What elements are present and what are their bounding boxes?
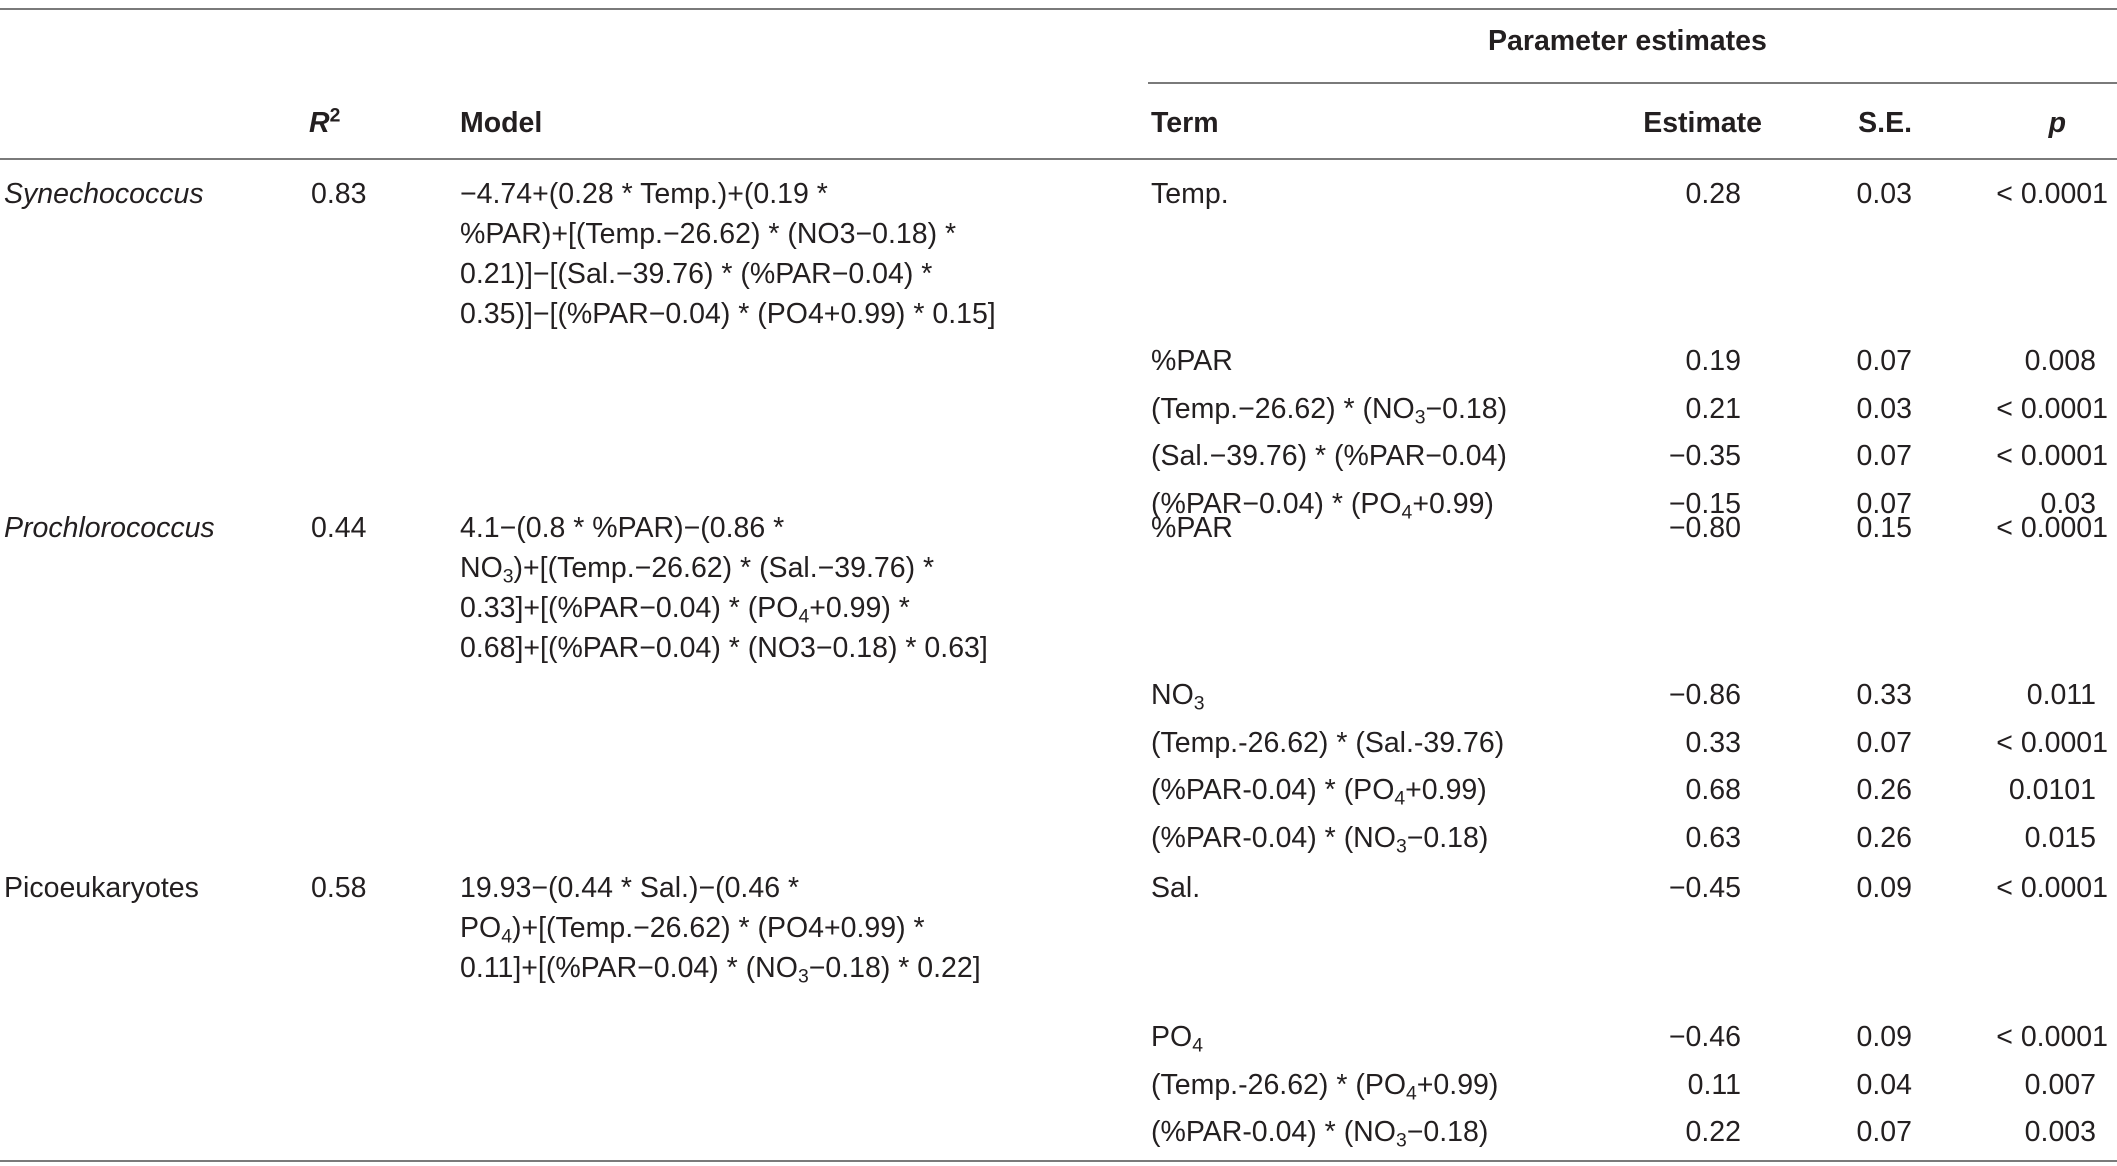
estimate-cell: 0.68 bbox=[1685, 774, 1741, 806]
estimate-cell: −0.15 bbox=[1668, 488, 1741, 520]
model-line: 0.35)]−[(%PAR−0.04) * (PO4+0.99) * 0.15] bbox=[460, 298, 996, 330]
row-group-label: Prochlorococcus bbox=[4, 512, 215, 544]
se-cell: 0.07 bbox=[1856, 345, 1912, 377]
r2-header bbox=[309, 103, 340, 143]
estimate-cell: −0.35 bbox=[1668, 440, 1741, 472]
model-header: Model bbox=[460, 107, 543, 139]
subscript: 4 bbox=[501, 925, 512, 948]
subscript: 4 bbox=[1406, 1082, 1417, 1105]
bottom-rule bbox=[0, 1160, 2117, 1162]
term-cell: (Temp.-26.62) * $(PO_4+0.99)$ bbox=[1151, 1069, 1499, 1105]
p-value-cell: < 0.0001 bbox=[1996, 440, 2108, 472]
r2-header-sup: 2 bbox=[329, 104, 341, 127]
estimate-cell: −0.80 bbox=[1668, 512, 1741, 544]
parameter-estimates-heading: Parameter estimates bbox=[1488, 25, 1767, 57]
p-value-cell: 0.003 bbox=[2024, 1116, 2096, 1148]
subscript: 3 bbox=[1193, 692, 1205, 715]
term-cell: $NO_3$ bbox=[1151, 679, 1205, 715]
p-value-cell: 0.03 bbox=[2040, 488, 2096, 520]
subscript: 4 bbox=[1401, 501, 1413, 524]
p-value-cell: < 0.0001 bbox=[1996, 512, 2108, 544]
subscript: 4 bbox=[1394, 787, 1406, 810]
se-cell: 0.03 bbox=[1856, 393, 1912, 425]
model-line: $NO_3)+[(Temp.-26.62) * (Sal.-39.76)$ * bbox=[460, 552, 935, 588]
se-cell: 0.09 bbox=[1856, 872, 1912, 904]
se-cell: 0.26 bbox=[1856, 822, 1912, 854]
estimate-cell: 0.28 bbox=[1685, 178, 1741, 210]
subscript: 3 bbox=[1395, 1129, 1407, 1152]
model-line: 0.68]+[(%PAR−0.04) * (NO3−0.18) * 0.63] bbox=[460, 632, 988, 664]
estimate-cell: −0.86 bbox=[1668, 679, 1741, 711]
estimate-cell: 0.21 bbox=[1685, 393, 1741, 425]
model-equation bbox=[460, 508, 988, 668]
se-cell: 0.33 bbox=[1856, 679, 1912, 711]
model-line: 19.93−(0.44 * Sal.)−(0.46 * bbox=[460, 872, 800, 904]
r2-value: 0.44 bbox=[311, 512, 367, 544]
se-cell: 0.09 bbox=[1856, 1021, 1912, 1053]
term-cell: %PAR bbox=[1151, 345, 1233, 377]
subscript: 4 bbox=[1192, 1034, 1203, 1057]
se-cell: 0.03 bbox=[1856, 178, 1912, 210]
p-value-cell: 0.007 bbox=[2024, 1069, 2096, 1101]
top-rule bbox=[0, 8, 2117, 10]
term-cell: %PAR bbox=[1151, 512, 1233, 544]
estimate-cell: 0.19 bbox=[1685, 345, 1741, 377]
estimate-cell: 0.63 bbox=[1685, 822, 1741, 854]
p-value-cell: < 0.0001 bbox=[1996, 727, 2108, 759]
p-value-cell: 0.008 bbox=[2024, 345, 2096, 377]
subscript: 3 bbox=[502, 565, 514, 588]
p-header: p bbox=[2048, 107, 2066, 139]
se-cell: 0.26 bbox=[1856, 774, 1912, 806]
model-equation bbox=[460, 174, 996, 334]
term-cell: $(\%PAR-0.04) * (NO_3-0.18)$ bbox=[1151, 1116, 1489, 1152]
term-cell: $PO_4$ bbox=[1151, 1021, 1203, 1057]
model-line: $0.11]+[(\%PAR-0.04) * (NO_3-0.18) * 0.22]$ bbox=[460, 952, 981, 988]
estimate-cell: 0.33 bbox=[1685, 727, 1741, 759]
p-value-cell: 0.015 bbox=[2024, 822, 2096, 854]
p-value-cell: < 0.0001 bbox=[1996, 178, 2108, 210]
p-value-cell: 0.011 bbox=[2026, 679, 2096, 711]
subscript: 4 bbox=[798, 605, 810, 628]
estimate-cell: −0.45 bbox=[1668, 872, 1741, 904]
estimate-cell: 0.11 bbox=[1687, 1069, 1741, 1101]
term-cell: $(\%PAR-0.04) * (NO_3-0.18)$ bbox=[1151, 822, 1489, 858]
se-header: S.E. bbox=[1858, 107, 1912, 139]
model-line: 4.1−(0.8 * %PAR)−(0.86 * bbox=[460, 512, 785, 544]
term-cell: $(\%PAR-0.04) * (PO_4+0.99)$ bbox=[1151, 488, 1494, 524]
se-cell: 0.15 bbox=[1856, 512, 1912, 544]
estimate-cell: −0.46 bbox=[1668, 1021, 1741, 1053]
term-cell: (Temp.−26.62) * $(NO_3-0.18)$ bbox=[1151, 393, 1508, 429]
subscript: 3 bbox=[1395, 835, 1407, 858]
term-cell: (Temp.-26.62) * (Sal.-39.76) bbox=[1151, 727, 1505, 759]
row-group-label: Synechococcus bbox=[4, 178, 204, 210]
header-rule bbox=[0, 158, 2117, 160]
term-cell: Sal. bbox=[1151, 872, 1201, 904]
model-line: $0.33]+[(\%PAR-0.04) * (PO_4+0.99)$ * bbox=[460, 592, 910, 628]
se-cell: 0.04 bbox=[1856, 1069, 1912, 1101]
model-equation bbox=[460, 868, 981, 988]
term-cell: Temp. bbox=[1151, 178, 1229, 210]
term-header: Term bbox=[1151, 107, 1219, 139]
model-line: −4.74+(0.28 * Temp.)+(0.19 * bbox=[460, 178, 828, 210]
se-cell: 0.07 bbox=[1856, 727, 1912, 759]
term-cell: $(\%PAR-0.04) * (PO_4+0.99)$ bbox=[1151, 774, 1487, 810]
p-value-cell: < 0.0001 bbox=[1996, 393, 2108, 425]
row-group-label: Picoeukaryotes bbox=[4, 872, 199, 904]
estimate-header: Estimate bbox=[1643, 107, 1762, 139]
se-cell: 0.07 bbox=[1856, 1116, 1912, 1148]
term-cell: (Sal.−39.76) * (%PAR−0.04) bbox=[1151, 440, 1507, 472]
model-line: $PO_4)+[(Temp.-26.62) * (PO4+0.99)$ * bbox=[460, 912, 925, 948]
r2-header-base: R bbox=[309, 107, 330, 139]
p-value-cell: 0.0101 bbox=[2008, 774, 2096, 806]
model-line: 0.21)]−[(Sal.−39.76) * (%PAR−0.04) * bbox=[460, 258, 933, 290]
estimate-cell: 0.22 bbox=[1685, 1116, 1741, 1148]
model-line: %PAR)+[(Temp.−26.62) * (NO3−0.18) * bbox=[460, 218, 957, 250]
parameter-estimates-rule bbox=[1148, 82, 2117, 84]
p-value-cell: < 0.0001 bbox=[1996, 1021, 2108, 1053]
p-value-cell: < 0.0001 bbox=[1996, 872, 2108, 904]
se-cell: 0.07 bbox=[1856, 488, 1912, 520]
se-cell: 0.07 bbox=[1856, 440, 1912, 472]
r2-value: 0.83 bbox=[311, 178, 367, 210]
r2-value: 0.58 bbox=[311, 872, 367, 904]
subscript: 3 bbox=[797, 965, 809, 988]
subscript: 3 bbox=[1414, 406, 1426, 429]
